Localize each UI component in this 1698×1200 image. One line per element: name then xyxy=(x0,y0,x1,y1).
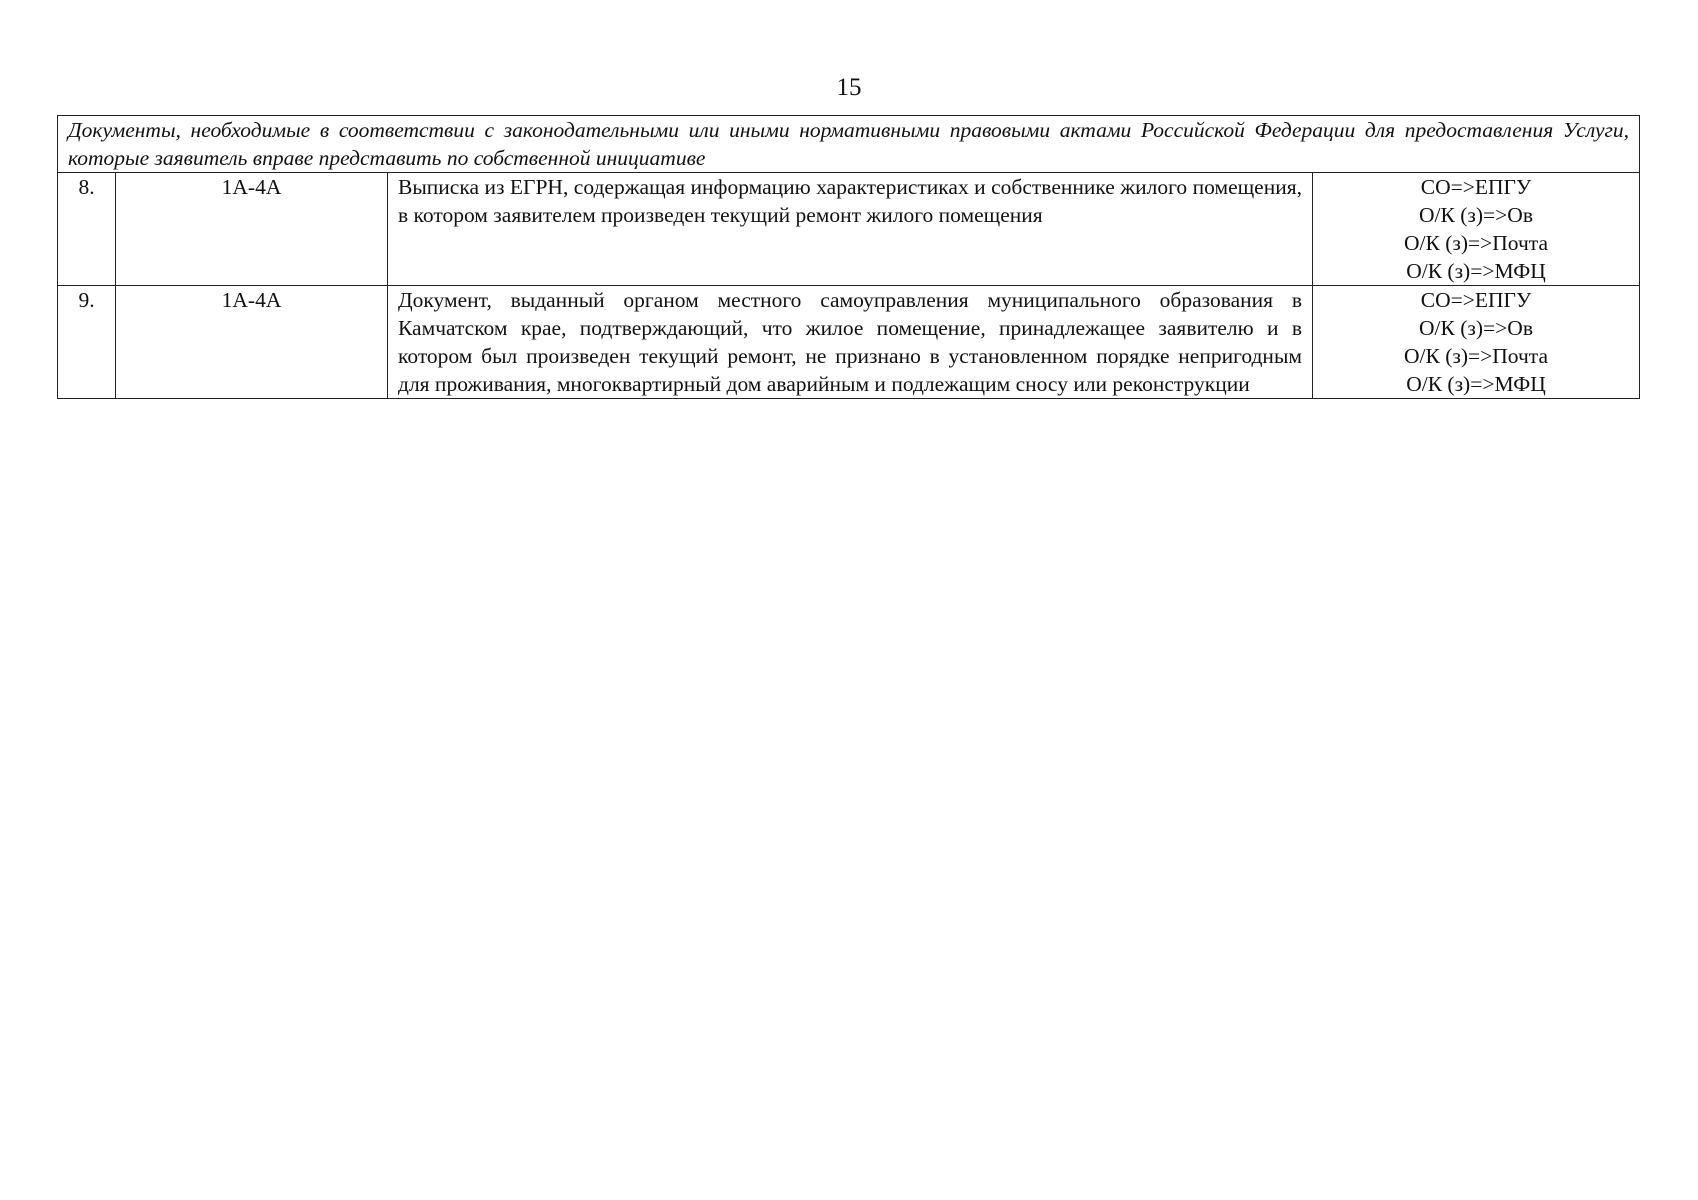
submission-method: О/К (з)=>Ов xyxy=(1419,203,1533,227)
submission-method: О/К (з)=>Ов xyxy=(1419,316,1533,340)
page-number: 15 xyxy=(836,74,862,101)
category-code: 1А-4А xyxy=(116,173,388,286)
table-row xyxy=(58,173,1640,286)
submission-methods xyxy=(1313,286,1640,399)
section-header-row xyxy=(58,116,1640,173)
submission-method: О/К (з)=>Почта xyxy=(1404,344,1549,368)
submission-method: О/К (з)=>Почта xyxy=(1404,231,1549,255)
document-description: Выписка из ЕГРН, содержащая информацию характеристиках и собственнике жилого помещения, в котором заявителем произведен текущий ремонт жилого помещения xyxy=(388,173,1313,286)
section-header: Документы, необходимые в соответствии с законодательными или иными нормативными правовыми актами Российской Федерации для предоставления Услуги, которые заявитель вправе представить по собственной инициативе xyxy=(58,116,1640,173)
submission-method: СО=>ЕПГУ xyxy=(1420,288,1532,312)
submission-method: О/К (з)=>МФЦ xyxy=(1406,259,1546,283)
submission-method: О/К (з)=>МФЦ xyxy=(1406,372,1546,396)
row-number: 8. xyxy=(58,173,116,286)
row-number: 9. xyxy=(58,286,116,399)
document-description: Документ, выданный органом местного самоуправления муниципального образования в Камчатском крае, подтверждающий, что жилое помещение, принадлежащее заявителю и в котором был произведен текущий ремонт, не признано в установленном порядке непригодным для проживания, многоквартирный дом аварийным и подлежащим сносу или реконструкции xyxy=(388,286,1313,399)
table-row xyxy=(58,286,1640,399)
documents-table xyxy=(57,115,1640,399)
category-code: 1А-4А xyxy=(116,286,388,399)
submission-methods xyxy=(1313,173,1640,286)
submission-method: СО=>ЕПГУ xyxy=(1420,175,1532,199)
